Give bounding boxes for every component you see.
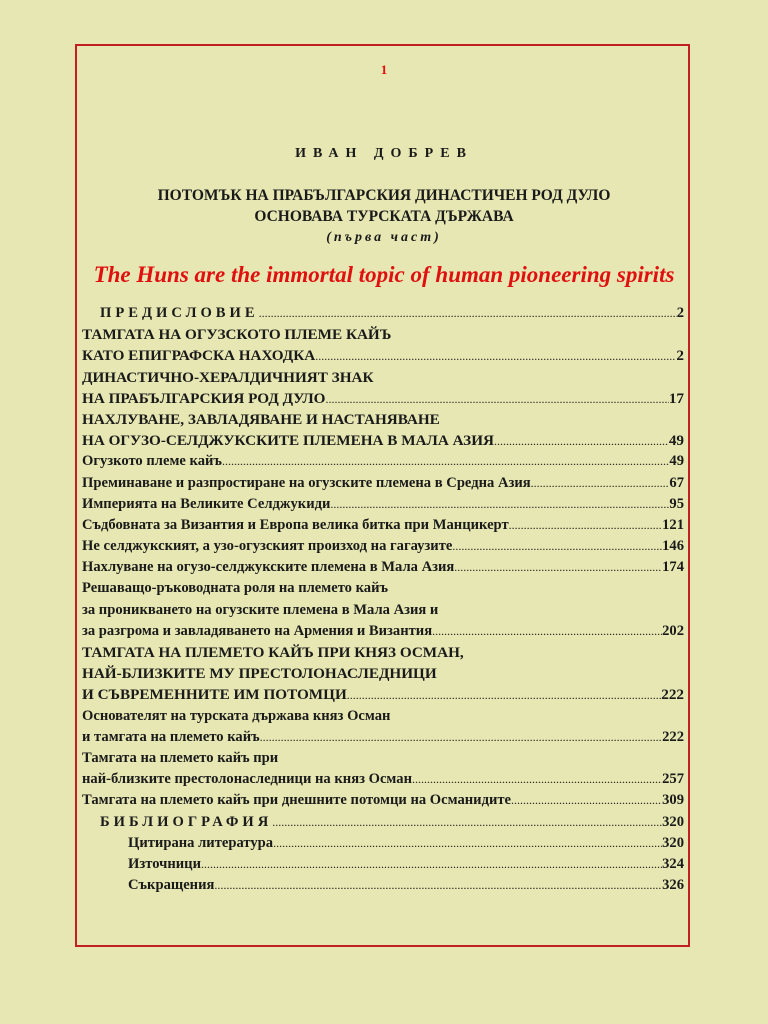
dot-leader [494, 434, 669, 449]
toc-entry-text: Съдбовната за Византия и Европа велика битка при Манцикерт [82, 516, 509, 533]
toc-entry-text: ТАМГАТА НА ПЛЕМЕТО КАЙЪ ПРИ КНЯЗ ОСМАН, [82, 644, 464, 661]
toc-entry-text: НА ОГУЗО-СЕЛДЖУКСКИТЕ ПЛЕМЕНА В МАЛА АЗИЯ [82, 432, 494, 450]
dot-leader [432, 624, 662, 639]
toc-entry-page: 320 [662, 813, 684, 830]
toc-entry [82, 517, 684, 538]
toc-entry-text: ТАМГАТА НА ОГУЗСКОТО ПЛЕМЕ КАЙЪ [82, 326, 392, 344]
dot-leader [330, 497, 669, 512]
toc-entry [82, 390, 684, 411]
toc-entry-text: КАТО ЕПИГРАФСКА НАХОДКА [82, 347, 316, 365]
toc-entry [82, 369, 684, 390]
toc-entry [82, 602, 684, 623]
toc-entry [82, 559, 684, 580]
toc-entry [82, 623, 684, 644]
toc-entry-text: Империята на Великите Селджукиди [82, 495, 331, 512]
table-of-contents [82, 305, 684, 898]
toc-entry-page: 17 [668, 389, 684, 407]
toc-entry [82, 538, 684, 559]
dot-leader [531, 476, 670, 491]
dot-leader [272, 815, 662, 830]
toc-entry-page: 67 [669, 474, 684, 491]
toc-entry-page: 222 [661, 686, 684, 704]
toc-entry-page: 326 [662, 877, 684, 894]
toc-entry [82, 665, 684, 686]
dot-leader [347, 688, 661, 703]
toc-entry-text: Съкращения [128, 877, 215, 894]
dot-leader [315, 349, 676, 364]
toc-entry-page: 49 [668, 432, 684, 450]
subtitle: (първа част) [326, 230, 442, 245]
toc-entry [82, 856, 684, 877]
dot-leader [511, 793, 662, 808]
toc-entry [82, 453, 684, 474]
toc-entry-text: най-близките престолонаследници на княз Осман [82, 771, 412, 788]
toc-entry-page: 257 [662, 771, 684, 788]
toc-entry-text: Нахлуване на огузо-селджукските племена в Мала Азия [82, 559, 455, 576]
toc-entry [82, 877, 684, 898]
toc-entry-page: 309 [662, 792, 684, 809]
toc-entry [82, 305, 684, 326]
toc-entry [82, 729, 684, 750]
dot-leader [201, 857, 662, 872]
toc-entry [82, 347, 684, 368]
dot-leader [260, 730, 662, 745]
title-line-2: ОСНОВАВА ТУРСКАТА ДЪРЖАВА [254, 208, 514, 225]
toc-entry [82, 475, 684, 496]
dot-leader [259, 306, 677, 321]
toc-entry [82, 326, 684, 347]
dot-leader [454, 560, 662, 575]
toc-entry-text: НАХЛУВАНЕ, ЗАВЛАДЯВАНЕ И НАСТАНЯВАНЕ [82, 410, 440, 428]
toc-entry [82, 496, 684, 517]
toc-entry-page: 121 [662, 516, 684, 533]
toc-entry-page: 146 [662, 538, 684, 555]
toc-entry [82, 792, 684, 813]
dot-leader [222, 454, 669, 469]
toc-entry-text: Тамгата на племето кайъ при днешните потомци на Османидите [82, 792, 512, 809]
toc-entry [82, 411, 684, 432]
toc-entry-text: И СЪВРЕМЕННИТЕ ИМ ПОТОМЦИ [82, 686, 347, 704]
author-name: ИВАН ДОБРЕВ [295, 146, 473, 161]
motto: The Huns are the immortal topic of human pioneering spirits [93, 262, 675, 287]
toc-entry-text: Цитирана литература [128, 834, 274, 851]
toc-entry-page: 174 [662, 559, 684, 576]
toc-entry-text: Преминаване и разпростиране на огузските племена в Средна Азия [82, 474, 531, 491]
toc-entry [82, 750, 684, 771]
dot-leader [452, 539, 662, 554]
toc-entry [82, 686, 684, 707]
toc-entry-text: и тамгата на племето кайъ [82, 728, 260, 745]
toc-entry-text: Основателят на турската държава княз Осман [82, 707, 391, 724]
toc-entry-text: ПРЕДИСЛОВИЕ [100, 305, 259, 321]
toc-entry-text: Тамгата на племето кайъ при [82, 749, 279, 766]
toc-entry-page: 95 [669, 495, 684, 512]
toc-entry [82, 814, 684, 835]
toc-entry-text: Не селджукският, а узо-огузският произход на гагаузите [82, 538, 453, 555]
toc-entry [82, 835, 684, 856]
toc-entry-page: 202 [662, 622, 684, 639]
toc-entry-page: 2 [676, 305, 684, 321]
dot-leader [509, 518, 662, 533]
toc-entry [82, 771, 684, 792]
toc-entry-text: ДИНАСТИЧНО-ХЕРАЛДИЧНИЯТ ЗНАК [82, 368, 374, 386]
dot-leader [412, 772, 662, 787]
toc-entry-page: 222 [662, 728, 684, 745]
toc-entry-text: Огузкото племе кайъ [82, 453, 222, 470]
toc-entry-text: БИБЛИОГРАФИЯ [100, 813, 273, 830]
dot-leader [273, 836, 662, 851]
toc-entry-page: 324 [662, 855, 684, 872]
toc-entry [82, 580, 684, 601]
dot-leader [214, 878, 662, 893]
toc-entry-page: 49 [669, 453, 684, 470]
toc-entry [82, 432, 684, 453]
dot-leader [325, 392, 668, 407]
toc-entry-text: Решаващо-ръководната роля на племето кайъ [82, 580, 389, 597]
toc-entry-text: НАЙ-БЛИЗКИТЕ МУ ПРЕСТОЛОНАСЛЕДНИЦИ [82, 665, 437, 683]
toc-entry-text: НА ПРАБЪЛГАРСКИЯ РОД ДУЛО [82, 389, 326, 407]
toc-entry-text: Източници [128, 855, 201, 872]
toc-entry-text: за проникването на огузските племена в Мала Азия и [82, 601, 439, 618]
title-line-1: ПОТОМЪК НА ПРАБЪЛГАРСКИЯ ДИНАСТИЧЕН РОД ДУЛО [157, 187, 611, 204]
toc-entry [82, 708, 684, 729]
page-number: 1 [380, 62, 388, 77]
toc-entry [82, 644, 684, 665]
toc-entry-text: за разгрома и завладяването на Армения и Византия [82, 622, 433, 639]
toc-entry-page: 2 [676, 347, 684, 365]
toc-entry-page: 320 [662, 834, 684, 851]
